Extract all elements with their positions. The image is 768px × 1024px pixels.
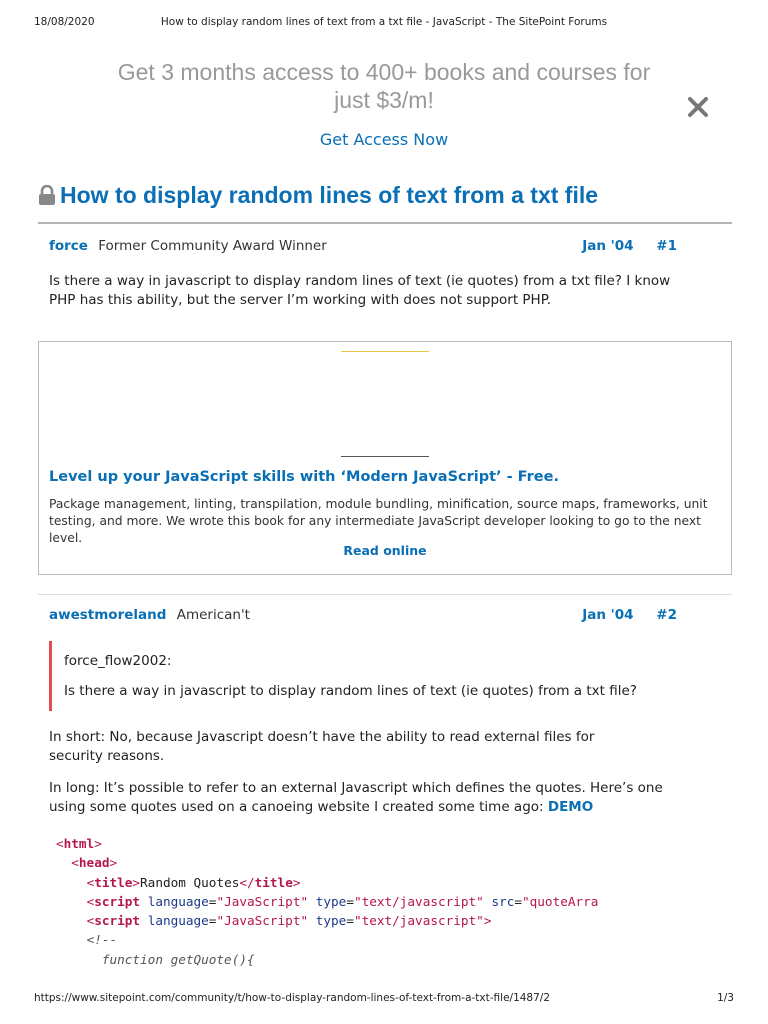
post-user-title: American't — [176, 607, 250, 623]
post-paragraph — [49, 779, 677, 817]
post-meta — [564, 238, 677, 254]
post-paragraph: In short: No, because Javascript doesn’t have the ability to read external files for security reasons. — [49, 729, 595, 764]
get-access-label: Get Access Now — [319, 130, 449, 149]
code-line: <html> — [56, 836, 102, 851]
promo-headline: Get 3 months access to 400+ books and courses for just $3/m! — [117, 59, 651, 113]
code-line: <title>Random Quotes</title> — [86, 874, 301, 890]
post-number[interactable]: #1 — [656, 238, 677, 254]
code-line: <head> — [71, 855, 118, 871]
ad-description: Package management, linting, transpilation, module bundling, minification, source maps, frameworks, unit testing, and more. We wrote this book for any intermediate JavaScript developer looking to go to the next level. — [49, 497, 708, 545]
ad-image-top-border — [341, 351, 429, 352]
get-access-button[interactable] — [0, 130, 768, 149]
code-line: function getQuote(){ — [101, 951, 255, 967]
quote-author: force_flow2002: — [64, 653, 172, 669]
post-header-1 — [49, 238, 677, 254]
topic-title — [38, 182, 738, 211]
code-block — [56, 834, 732, 969]
read-online-link[interactable]: Read online — [343, 543, 427, 558]
post-date[interactable]: Jan '04 — [582, 238, 634, 254]
book-ad — [38, 341, 732, 575]
title-divider — [38, 222, 732, 224]
post-divider — [38, 594, 732, 595]
post-username[interactable]: force — [49, 238, 88, 254]
demo-link[interactable]: DEMO — [547, 799, 594, 815]
print-document-title: How to display random lines of text from a txt file - JavaScript - The SitePoint Forums — [160, 16, 608, 28]
print-url: https://www.sitepoint.com/community/t/how-to-display-random-lines-of-text-from-a-txt-file/1487/2 — [34, 992, 551, 1004]
post-paragraph-text: In long: It’s possible to refer to an external Javascript which defines the quotes. Here’s one using some quotes used on a canoeing website I created some time ago: — [49, 780, 663, 815]
code-line: <script language="JavaScript" type="text/javascript"> — [86, 913, 492, 929]
ad-image-bottom-border — [341, 456, 429, 457]
ad-title[interactable]: Level up your JavaScript skills with ‘Modern JavaScript’ - Free. — [49, 469, 559, 485]
close-x-icon[interactable] — [683, 92, 713, 122]
post-username[interactable]: awestmoreland — [49, 607, 167, 623]
post-header-2 — [49, 607, 677, 623]
post-date[interactable]: Jan '04 — [582, 607, 634, 623]
post-meta — [564, 607, 677, 623]
code-line: <script language="JavaScript" type="text/javascript" src="quoteArra — [86, 893, 599, 909]
print-date: 18/08/2020 — [34, 16, 95, 28]
quote-text: Is there a way in javascript to display random lines of text (ie quotes) from a txt file? — [64, 683, 637, 699]
post-user-title: Former Community Award Winner — [98, 238, 327, 254]
print-page-number: 1/3 — [717, 992, 734, 1004]
lock-icon — [38, 184, 56, 211]
code-line: <!-- — [86, 932, 118, 948]
post-body-1: Is there a way in javascript to display random lines of text (ie quotes) from a txt file? I know PHP has this ability, but the server I’m working with does not support PHP. — [49, 273, 671, 308]
post-number[interactable]: #2 — [656, 607, 677, 623]
topic-title-text[interactable]: How to display random lines of text from a txt file — [60, 182, 599, 208]
blockquote — [49, 641, 692, 711]
